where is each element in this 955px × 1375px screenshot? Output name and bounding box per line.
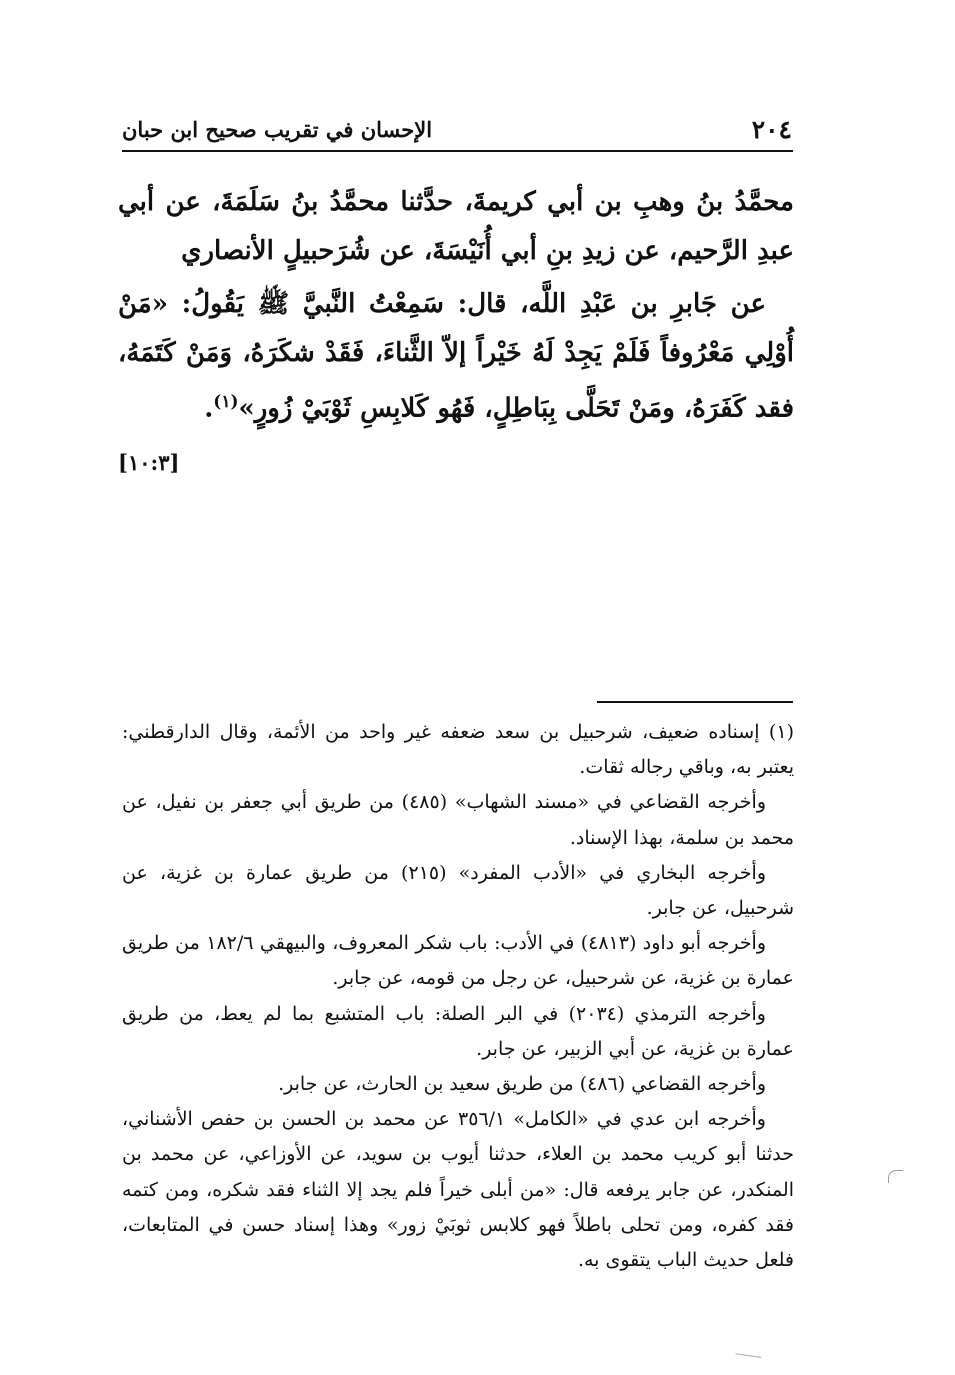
footnote-1: (١) إسناده ضعيف، شرحبيل بن سعد ضعفه غير واحد من الأئمة، وقال الدارقطني: يعتبر به، وباقي رجاله ثقات. bbox=[122, 721, 794, 779]
hadith-reference: [١٠:٣] bbox=[118, 450, 180, 475]
isnad-paragraph: محمَّدُ بنُ وهبِ بن أبي كريمةَ، حدَّثنا محمَّدُ بنُ سَلَمَةَ، عن أبي عبدِ الرَّحيم، عن زيدِ بنِ أبي أُنَيْسَةَ، عن شُرَحبيلٍ الأنصاري bbox=[118, 187, 794, 266]
footnote-paragraph: وأخرجه الترمذي (٢٠٣٤) في البر الصلة: باب المتشبع بما لم يعط، من طريق عمارة بن غزية، عن أبي الزبير، عن جابر. bbox=[122, 1002, 794, 1060]
footnote-paragraph: وأخرجه أبو داود (٤٨١٣) في الأدب: باب شكر المعروف، والبيهقي ١٨٢/٦ من طريق عمارة بن غزية، عن شرحبيل، عن رجل من قومه، عن جابر. bbox=[122, 932, 794, 990]
footnote-paragraph: وأخرجه البخاري في «الأدب المفرد» (٢١٥) من طريق عمارة بن غزية، عن شرحبيل، عن جابر. bbox=[122, 861, 794, 920]
running-title: الإحسان في تقريب صحيح ابن حبان bbox=[122, 117, 433, 142]
matn-end: . bbox=[204, 393, 214, 424]
footnote-paragraph: وأخرجه القضاعي في «مسند الشهاب» (٤٨٥) من طريق أبي جعفر بن نفيل، عن محمد بن سلمة، بهذا الإسناد. bbox=[122, 791, 794, 849]
hadith-text bbox=[118, 178, 794, 434]
footnotes bbox=[122, 715, 794, 1278]
header-rule bbox=[122, 150, 793, 152]
page-header bbox=[122, 112, 792, 148]
footnote-marker: (١) bbox=[213, 392, 239, 412]
margin-mark bbox=[888, 1170, 903, 1183]
scan-mark bbox=[735, 1353, 762, 1364]
footnote-paragraph: وأخرجه ابن عدي في «الكامل» ٣٥٦/١ عن محمد بن الحسن بن حفص الأشناني، حدثنا أبو كريب محمد بن العلاء، حدثنا أيوب بن سويد، عن الأوزاعي، عن محمد بن المنكدر، عن جابر يرفعه قال: «من أبلى خيراً فلم يجد إلا الثناء فقد شكره، ومن كتمه فقد كفره، ومن تحلى باطلاً فهو كلابس ثوبَيْ زور» وهذا إسناد حسن في المتابعات، فلعل حديث الباب يتقوى به. bbox=[122, 1108, 794, 1272]
matn-paragraph bbox=[118, 280, 794, 434]
footnote-paragraph: وأخرجه القضاعي (٤٨٦) من طريق سعيد بن الحارث، عن جابر. bbox=[278, 1073, 766, 1096]
footnote-separator bbox=[597, 701, 793, 703]
matn-text: عن جَابرِ بن عَبْدِ اللَّه، قال: سَمِعْتُ النَّبيَّ ﷺ يَقُولُ: «مَنْ أُوْلِي مَعْرُوفاً فَلَمْ يَجِدْ لَهُ خَيْراً إلاّ الثَّناءَ، فَقَدْ شكَرَهُ، وَمَنْ كَتَمَهُ، فقد كَفَرَهُ، ومَنْ تَحَلَّى بِبَاطِلٍ، فَهُو كَلابِسِ ثَوْبَيْ زُورٍ» bbox=[118, 289, 794, 424]
page-number: ٢٠٤ bbox=[751, 115, 792, 144]
